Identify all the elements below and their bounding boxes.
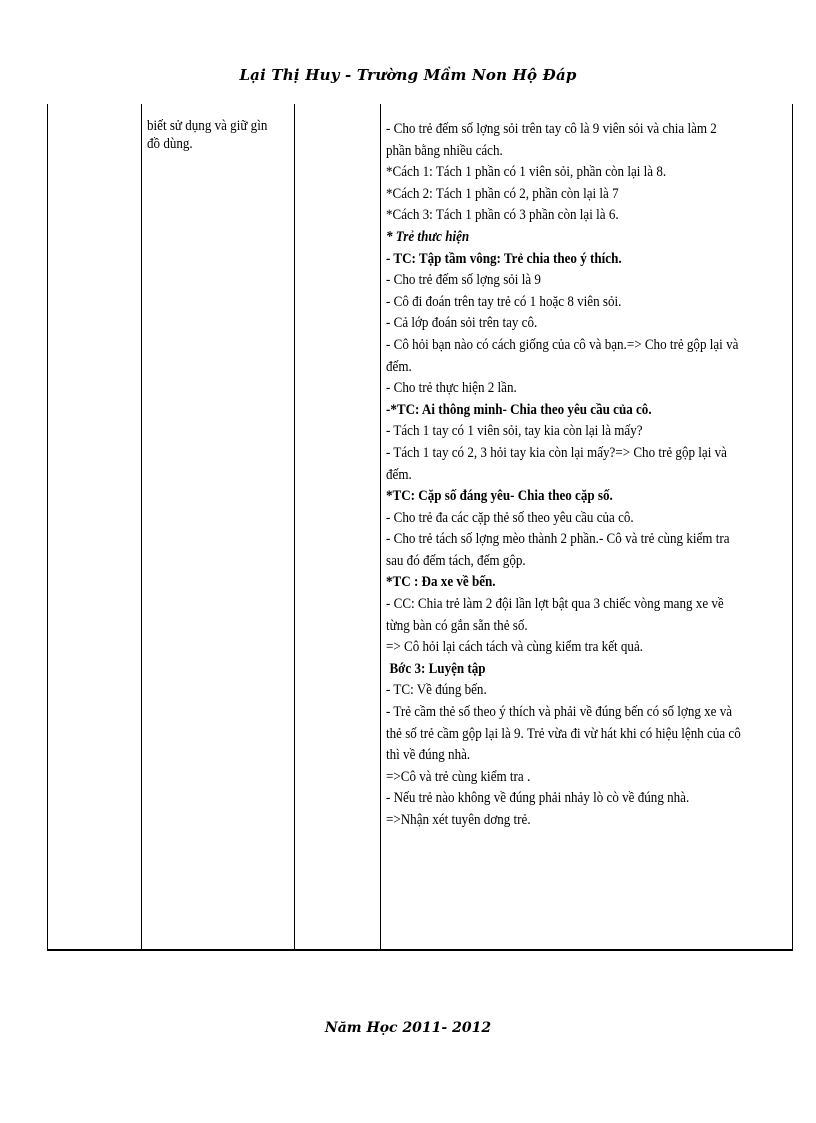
content-heading: *TC : Đa xe về bến. (386, 573, 496, 591)
content-line: phần bằng nhiều cách. (386, 141, 503, 159)
page-footer: Năm Học 2011- 2012 (324, 1020, 492, 1036)
content-heading: Bớc 3: Luyện tập (389, 659, 486, 677)
content-line: - TC: Về đúng bến. (386, 681, 487, 699)
content-line: từng bàn có gắn sẵn thẻ số. (386, 616, 528, 634)
content-line: =>Nhận xét tuyên dơng trẻ. (386, 811, 531, 828)
table-border-bottom (47, 949, 793, 951)
content-line: - Cho trẻ thực hiện 2 lần. (386, 379, 517, 397)
content-line: sau đó đếm tách, đếm gộp. (386, 551, 526, 569)
column-2-line: biết sử dụng và giữ gìn (147, 118, 268, 134)
page-header: Lại Thị Huy - Trường Mầm Non Hộ Đáp (239, 66, 577, 84)
content-line: - Cho trẻ tách số lợng mèo thành 2 phần.- Cô và trẻ cùng kiểm tra (386, 530, 730, 548)
activity-content (386, 118, 769, 831)
table-column-4 (380, 104, 793, 951)
content-line: đếm. (386, 357, 412, 375)
table-column-1 (47, 104, 141, 951)
content-line: - Nếu trẻ nào không về đúng phải nhảy lò cò về đúng nhà. (386, 789, 690, 807)
content-line: - Cả lớp đoán sỏi trên tay cô. (386, 314, 538, 332)
content-heading: *TC: Cặp số đáng yêu- Chia theo cặp số. (386, 487, 613, 505)
table-column-2 (141, 104, 294, 951)
content-line: => Cô hỏi lại cách tách và cùng kiểm tra kết quả. (386, 638, 644, 656)
lesson-table (47, 104, 793, 951)
content-line: thì về đúng nhà. (386, 746, 471, 764)
content-line: - Tách 1 tay có 1 viên sỏi, tay kia còn lại là mấy? (386, 422, 643, 440)
content-line: *Cách 1: Tách 1 phần có 1 viên sỏi, phần còn lại là 8. (386, 163, 667, 181)
table-divider (294, 104, 295, 951)
content-heading: -*TC: Ai thông minh- Chia theo yêu cầu của cô. (386, 400, 652, 418)
content-line: *Cách 3: Tách 1 phần có 3 phần còn lại là 6. (386, 206, 619, 224)
content-line: - Tách 1 tay có 2, 3 hỏi tay kia còn lại mấy?=> Cho trẻ gộp lại và (386, 443, 727, 461)
content-line: - Trẻ cầm thẻ số theo ý thích và phải về đúng bến có số lợng xe và (386, 703, 733, 721)
table-column-3 (294, 104, 380, 951)
content-line: - Cho trẻ đa các cặp thẻ số theo yêu cầu của cô. (386, 508, 634, 526)
content-heading: - TC: Tập tầm vông: Trẻ chia theo ý thích. (386, 249, 622, 267)
content-line: - CC: Chia trẻ làm 2 đội lần lợt bật qua 3 chiếc vòng mang xe về (386, 595, 724, 613)
content-line: =>Cô và trẻ cùng kiểm tra . (386, 767, 531, 785)
content-subheading: * Trẻ thưc hiện (386, 227, 470, 245)
content-line: đếm. (386, 465, 412, 483)
content-line: - Cô đi đoán trên tay trẻ có 1 hoặc 8 viên sỏi. (386, 292, 622, 310)
table-border-right (792, 104, 793, 951)
table-border-left (47, 104, 48, 951)
table-divider (141, 104, 142, 951)
content-line: - Cô hỏi bạn nào có cách giống của cô và bạn.=> Cho trẻ gộp lại và (386, 335, 739, 353)
column-2-text (147, 117, 277, 153)
column-2-line: đồ dùng. (147, 136, 193, 152)
content-line: - Cho trẻ đếm số lợng sỏi trên tay cô là 9 viên sỏi và chia làm 2 (386, 120, 717, 137)
content-line: *Cách 2: Tách 1 phần có 2, phần còn lại là 7 (386, 184, 619, 202)
content-line: thẻ số trẻ cầm gộp lại là 9. Trẻ vừa đi vừ hát khi có hiệu lệnh của cô (386, 724, 741, 742)
content-line: - Cho trẻ đếm số lợng sỏi là 9 (386, 271, 541, 289)
table-divider (380, 104, 381, 951)
